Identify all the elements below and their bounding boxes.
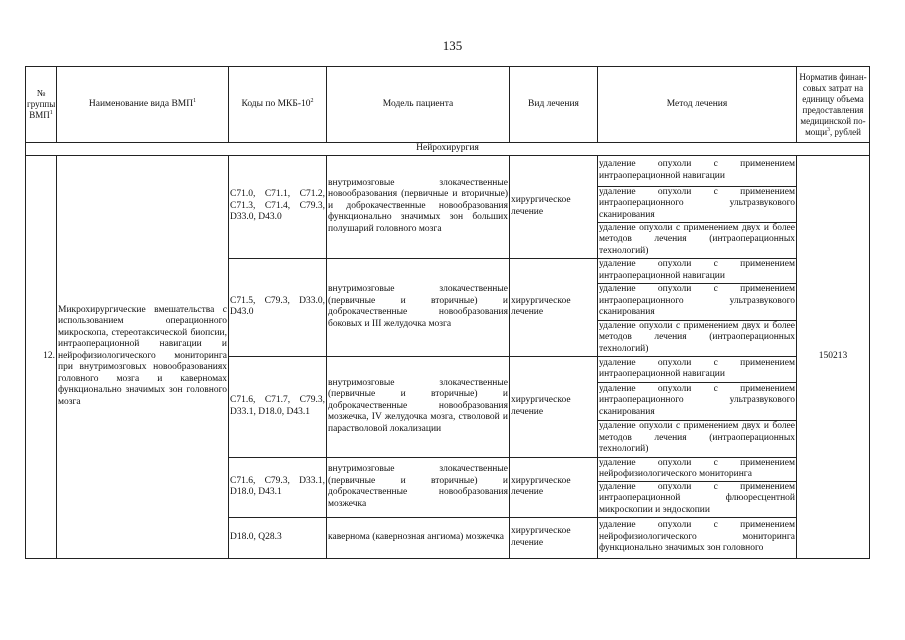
icd-codes: C71.6, C71.7, C79.3, D33.1, D18.0, D43.1 — [229, 356, 327, 457]
header-patient-model: Модель пациента — [327, 67, 510, 143]
treatment-method: удаление опухоли с применением интраоперационного ультразвукового сканирования — [598, 283, 797, 320]
vmp-name: Микрохирургические вмешательства с использованием операционного микроскопа, стереотаксической биопсии, интраоперационной навигации и нейрофизиологического мониторинга при внутримозговых новообразованиях головного мозга и каверномах функционально значимых зон головного мозга — [57, 155, 229, 558]
patient-model: внутримозговые злокачественные (первичные и вторичные) и доброкачественные новообразования мозжечка, IV желудочка мозга, стволовой и парастволовой локализации — [327, 356, 510, 457]
icd-codes: C71.0, C71.1, C71.2, C71.3, C71.4, C79.3, D33.0, D43.0 — [229, 155, 327, 258]
patient-model: кавернома (кавернозная ангиома) мозжечка — [327, 517, 510, 558]
table-body — [26, 143, 870, 559]
header-cost-norm: Норматив финан- совых затрат на единицу объема предоставления медицинской по- мощи$^3$, рублей — [797, 67, 870, 143]
treatment-method: удаление опухоли с применением интраоперационного ультразвукового сканирования — [598, 186, 797, 222]
header-icd-codes: Коды по МКБ-$10^2$ — [229, 67, 327, 143]
table-row — [26, 155, 870, 186]
treatment-type: хирургическое лечение — [510, 457, 598, 517]
treatment-method: удаление опухоли с применением интраоперационной навигации — [598, 258, 797, 283]
treatment-type: хирургическое лечение — [510, 517, 598, 558]
treatment-method: удаление опухоли с применением интраоперационной флюоресцентной микроскопии и эндоскопии — [598, 481, 797, 517]
section-row — [26, 143, 870, 156]
table-header-row — [26, 67, 870, 143]
patient-model: внутримозговые злокачественные новообразования (первичные и вторичные) и доброкачественные новообразования функционально значимых зон больших полушарий головного мозга — [327, 155, 510, 258]
treatment-method: удаление опухоли с применением двух и более методов лечения (интраоперационных технологий) — [598, 222, 797, 258]
treatment-type: хирургическое лечение — [510, 258, 598, 356]
treatment-type: хирургическое лечение — [510, 155, 598, 258]
section-title: Нейрохирургия — [26, 143, 870, 156]
cost-norm-value: 150213 — [797, 155, 870, 558]
icd-codes: C71.5, C79.3, D33.0, D43.0 — [229, 258, 327, 356]
vmp-table — [25, 66, 870, 559]
treatment-type: хирургическое лечение — [510, 356, 598, 457]
patient-model: внутримозговые злокачественные (первичные и вторичные) и доброкачественные новообразования мозжечка — [327, 457, 510, 517]
icd-codes: D18.0, Q28.3 — [229, 517, 327, 558]
page-number: 135 — [442, 38, 463, 53]
patient-model: внутримозговые злокачественные (первичные и вторичные) и доброкачественные новообразования боковых и III желудочка мозга — [327, 258, 510, 356]
treatment-method: удаление опухоли с применением нейрофизиологического мониторинга — [599, 457, 795, 479]
treatment-method: удаление опухоли с применением интраоперационного ультразвукового сканирования — [598, 382, 797, 420]
treatment-method: удаление опухоли с применением интраоперационной навигации — [598, 155, 797, 186]
treatment-method: удаление опухоли с применением нейрофизиологического мониторинга функционально значимых зон головного — [598, 517, 797, 558]
header-vmp-name: Наименование вида ВМП$^1$ — [57, 67, 229, 143]
treatment-method: удаление опухоли с применением двух и более методов лечения (интраоперационных технологий) — [598, 420, 797, 457]
header-group-number: № группы ВМП$^1$ — [26, 67, 57, 143]
header-treatment-method: Метод лечения — [598, 67, 797, 143]
header-treatment-type: Вид лечения — [510, 67, 598, 143]
treatment-method: удаление опухоли с применением двух и более методов лечения (интраоперационных технологий) — [598, 320, 797, 356]
group-number: 12. — [26, 155, 57, 558]
icd-codes: C71.6, C79.3, D33.1, D18.0, D43.1 — [229, 457, 327, 517]
treatment-method: удаление опухоли с применением интраоперационной навигации — [598, 356, 797, 382]
